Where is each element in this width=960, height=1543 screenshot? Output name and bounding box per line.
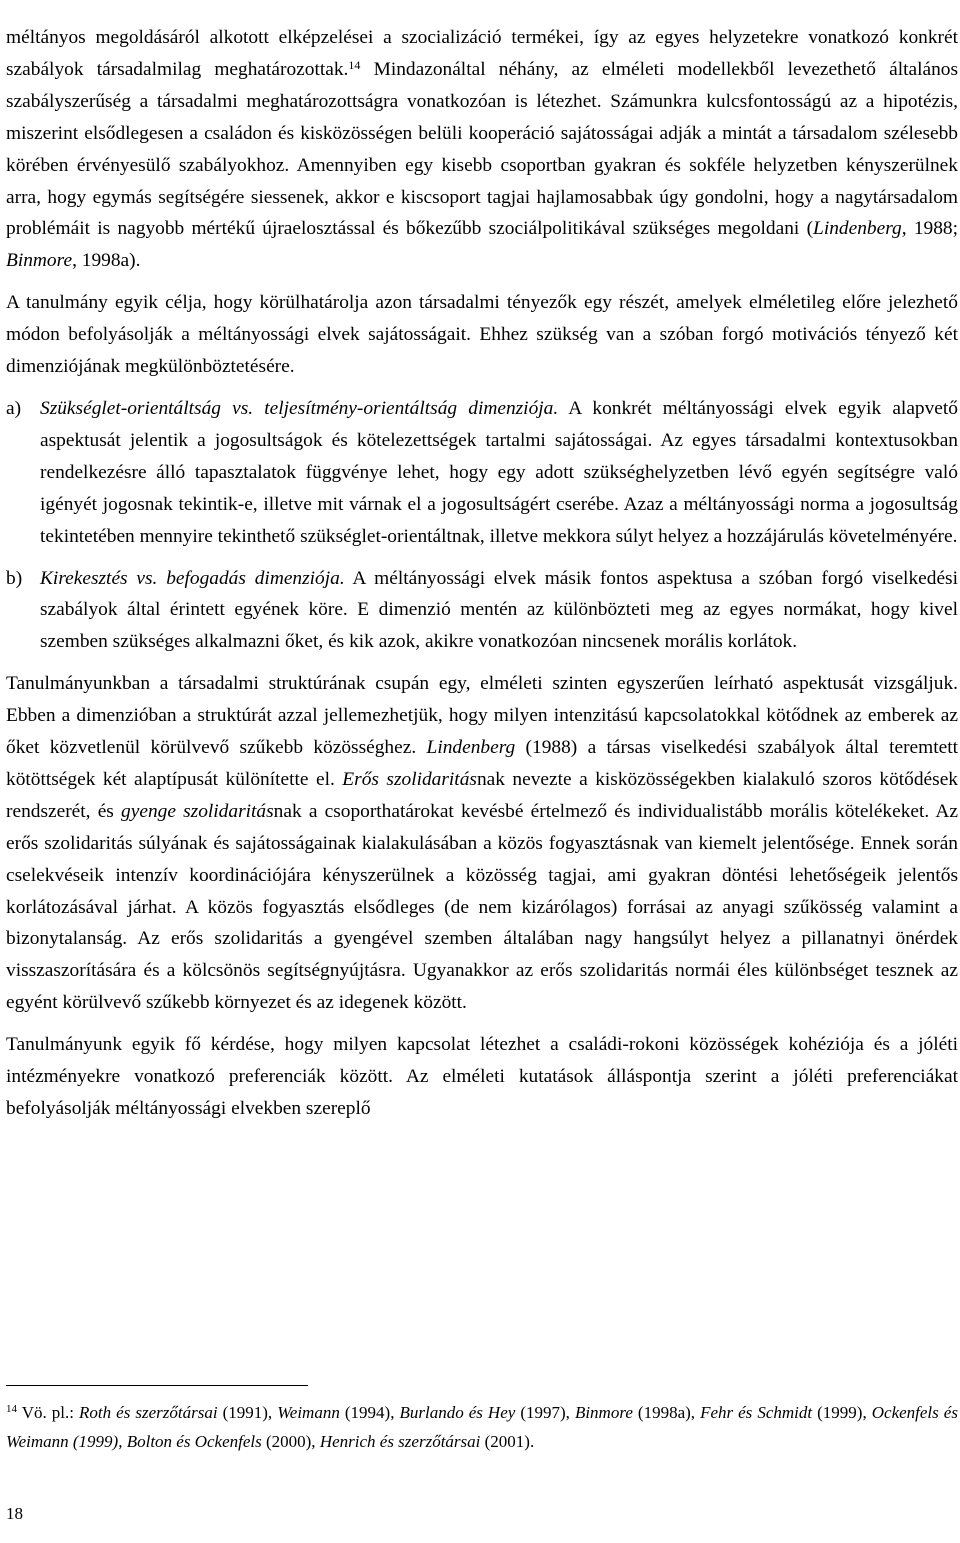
footnote-ref: 14 [348, 57, 361, 72]
text-run: Tanulmányunkban a társadalmi struktúrának csupán egy, elméleti szinten egyszerűen leírható aspektusát vizsgáljuk. Ebben a dimenzióban a struktúrát azzal jellemezhetjük, hogy milyen intenzitású kapcsolatokkal kötődnek az emberek az őket közvetlenül körülvevő szűkebb közösséghez. [6, 673, 958, 759]
italic-text: Kirekesztés vs. befogadás dimenziója. [40, 567, 345, 589]
text-run: (2001). [480, 1432, 535, 1451]
italic-text: Binmore [6, 250, 73, 272]
list-item-b [6, 563, 958, 659]
list-item-b-text [40, 568, 958, 653]
paragraph-1 [6, 22, 958, 277]
text-run: Mindazonáltal néhány, az elméleti modellekből levezethető általános szabályszerűség a társadalmi meghatározottságra vonatkozóan is létezhet. Számunkra kulcsfontosságú az a hipotézis, miszerint elsődlegesen a családon és kisközösségen belüli kooperáció sajátosságai adják a mintát a társadalom szélesebb körében érvényesülő szabályokhoz. Amennyiben egy kisebb csoportban gyakran és sokféle helyzetben kényszerülnek arra, hogy egymás segítségére siessenek, akkor e kiscsoport tagjai hajlamosabbak úgy gondolni, hogy a nagytársadalom problémáit is nagyobb mértékű újraelosztással és bőkezűbb szociálpolitikával szükséges megoldani ( [6, 58, 959, 240]
document-page [6, 0, 958, 1125]
text-run: (1999), [812, 1403, 872, 1422]
paragraph-2 [6, 287, 958, 383]
list-marker-a: a) [6, 397, 22, 419]
text-run: (1991), [217, 1403, 278, 1422]
list-marker-b: b) [6, 567, 23, 589]
text-run: Tanulmányunk egyik fő kérdése, hogy milyen kapcsolat létezhet a családi-rokoni közösségek kohéziója és a jóléti intézményekre vonatkozó preferenciák között. Az elméleti kutatások álláspontja szerint a jóléti preferenciákat befolyásolják méltányossági elvekben szereplő [6, 1034, 958, 1119]
text-run: A méltányossági elvek másik fontos aspektusa a szóban forgó viselkedési szabályok által érintett egyének köre. E dimenzió mentén az különbözteti meg az egyes normákat, hogy kivel szemben szükséges alkalmazni őket, és kik azok, akikre vonatkozóan nincsenek morális korlátok. [40, 567, 958, 653]
italic-text: Binmore [574, 1403, 633, 1422]
text-run: (1988) a társas viselkedési szabályok által teremtett kötöttségek két alaptípusát különítette el. [6, 737, 958, 790]
text-run: (1998a), [632, 1403, 701, 1422]
page-number: 18 [6, 1504, 23, 1523]
italic-text: Roth és szerzőtársai [79, 1403, 218, 1422]
footnote-14 [6, 1398, 958, 1456]
text-run: , 1988; [901, 218, 958, 240]
italic-text: Lindenberg [426, 737, 516, 759]
text-run: méltányos megoldásáról alkotott elképzelései a szocializáció termékei, így az egyes helyzetekre vonatkozó konkrét szabályok társadalmilag meghatározottak. [6, 27, 958, 80]
italic-text: Erős szolidaritás [342, 768, 477, 790]
italic-text: Fehr és Schmidt [700, 1403, 813, 1422]
text-run: (1994), [339, 1403, 400, 1422]
list-item-a-text [40, 398, 958, 547]
text-run: Vö. pl.: [17, 1403, 80, 1422]
footnote-ref: 14 [6, 1403, 17, 1415]
paragraph-4 [6, 1029, 958, 1125]
list-item-a [6, 393, 958, 553]
text-run: A konkrét méltányossági elvek egyik alapvető aspektusát jelentik a jogosultságok és kötelezettségek tartalmi sajátosságai. Az egyes társadalmi kontextusokban rendelkezésre álló tapasztalatok függvénye lehet, hogy egy adott szükséghelyzetben lévő egyén segítségre való igényét jogosnak tekintik-e, illetve mit várnak el a jogosultságért cserébe. Azaz a méltányossági norma a jogosultság tekintetében mennyire tekinthető szükséglet-orientáltnak, illetve mekkora súlyt helyez a hozzájárulás követelményére. [40, 397, 958, 547]
text-run: nak a csoporthatárokat kevésbé értelmező és individualistább morális kötelékeket. Az erős szolidaritás súlyának és sajátosságainak kialakulásában a közös fogyasztásnak van kiemelt jelentősége. Ennek során cselekvéseik intenzív koordinációjára kényszerülnek a közösség tagjai, ami gyakran döntési lehetőségeik jelentős korlátozásával járhat. A közös fogyasztás elsődleges (de nem kizárólagos) forrásai az anyagi szűkösség valamint a bizonytalanság. Az erős szolidaritás a gyengével szemben általában nagy hangsúlyt helyez a pillanatnyi önérdek visszaszorítására és a kölcsönös segítségnyújtásra. Ugyanakkor az erős szolidaritás normái éles különbséget tesznek az egyént körülvevő szűkebb környezet és az idegenek között. [6, 800, 958, 1014]
italic-text: Henrich és szerzőtársai [319, 1432, 481, 1451]
paragraph-3 [6, 668, 958, 1019]
italic-text: Szükséglet-orientáltság vs. teljesítmény-orientáltság dimenziója. [40, 397, 559, 419]
text-run: (2000), [261, 1432, 320, 1451]
text-run: nak nevezte a kisközösségekben kialakuló szoros kötődések rendszerét, és [6, 768, 958, 822]
italic-text: Burlando és Hey [399, 1403, 516, 1422]
text-run: A tanulmány egyik célja, hogy körülhatárolja azon társadalmi tényezők egy részét, amelyek elméletileg előre jelezhető módon befolyásolják a méltányossági elvek sajátosságait. Ehhez szükség van a szóban forgó motivációs tényező két dimenziójának megkülönböztetésére. [6, 292, 958, 378]
italic-text: Weimann [277, 1403, 340, 1422]
footnote-divider [6, 1385, 308, 1386]
italic-text: Lindenberg [813, 218, 902, 240]
text-run: , 1998a). [72, 250, 141, 272]
text-run: (1997), [515, 1403, 575, 1422]
italic-text: gyenge szolidaritás [121, 800, 274, 822]
italic-text: Ockenfels és Weimann (1999), Bolton és Ockenfels [6, 1403, 958, 1451]
